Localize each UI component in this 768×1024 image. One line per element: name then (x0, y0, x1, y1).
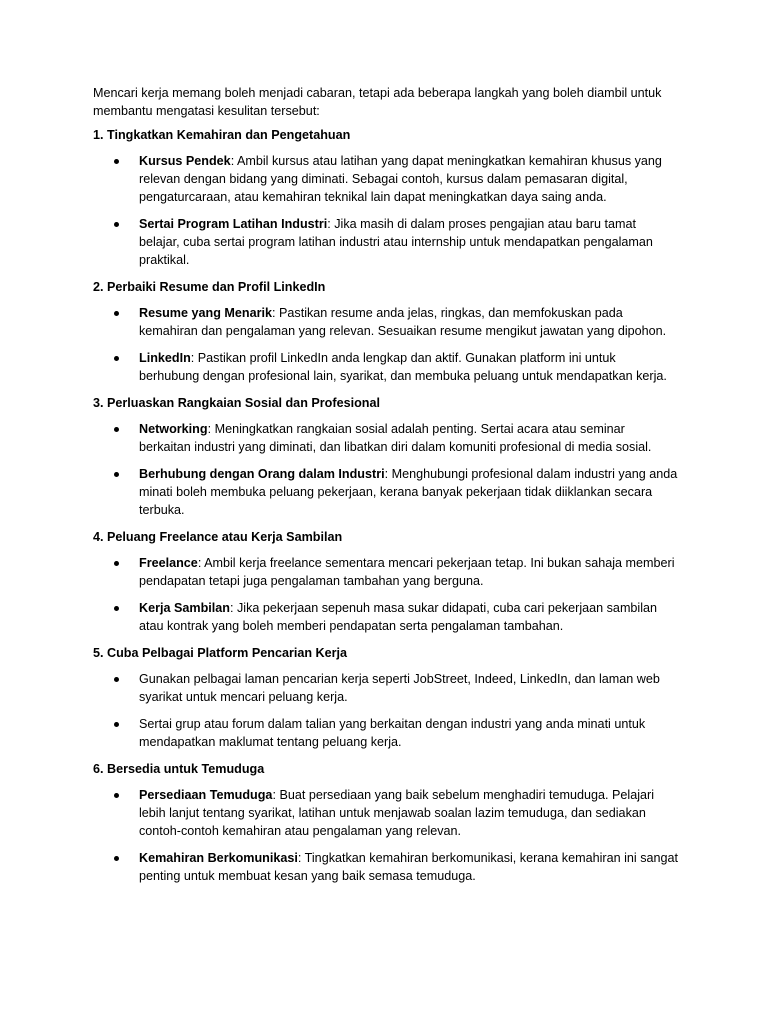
section-heading: 6. Bersedia untuk Temuduga (93, 762, 265, 776)
item-term: Resume yang Menarik (139, 306, 272, 320)
bullet-icon (114, 427, 119, 432)
list-item (93, 670, 679, 706)
item-text: : Ambil kerja freelance sementara mencari pekerjaan tetap. Ini bukan sahaja memberi pendapatan tetapi juga pengalaman tambahan yang berguna. (139, 556, 675, 588)
list-item (93, 349, 679, 385)
item-text: : Meningkatkan rangkaian sosial adalah penting. Sertai acara atau seminar berkaitan industri yang diminati, dan libatkan diri dalam komuniti profesional di media sosial. (139, 422, 652, 454)
section-heading: 5. Cuba Pelbagai Platform Pencarian Kerja (93, 646, 348, 660)
section-heading: 1. Tingkatkan Kemahiran dan Pengetahuan (93, 128, 351, 142)
bullet-list (93, 786, 679, 885)
item-text: : Menghubungi profesional dalam industri yang anda minati boleh membuka peluang pekerjaan, kerana banyak pekerjaan tidak diiklankan secara terbuka. (139, 467, 678, 517)
document-page (93, 84, 679, 894)
intro-paragraph: Mencari kerja memang boleh menjadi cabaran, tetapi ada beberapa langkah yang boleh diambil untuk membantu mengatasi kesulitan tersebut: (93, 86, 662, 118)
bullet-list (93, 420, 679, 519)
section (93, 394, 679, 519)
bullet-icon (114, 793, 119, 798)
list-item (93, 715, 679, 751)
item-term: Sertai Program Latihan Industri (139, 217, 328, 231)
list-item (93, 152, 679, 206)
bullet-icon (114, 561, 119, 566)
item-text: : Jika masih di dalam proses pengajian atau baru tamat belajar, cuba sertai program latihan industri atau internship untuk mendapatkan pengalaman praktikal. (139, 217, 653, 267)
item-term: Persediaan Temuduga (139, 788, 273, 802)
bullet-icon (114, 311, 119, 316)
item-term: Freelance (139, 556, 198, 570)
item-term: LinkedIn (139, 351, 191, 365)
bullet-list (93, 554, 679, 635)
sections-container (93, 126, 679, 885)
item-term: Kerja Sambilan (139, 601, 230, 615)
bullet-icon (114, 722, 119, 727)
section (93, 760, 679, 885)
bullet-icon (114, 606, 119, 611)
item-text: : Pastikan profil LinkedIn anda lengkap dan aktif. Gunakan platform ini untuk berhubung dengan profesional lain, syarikat, dan membuka peluang untuk mendapatkan kerja. (139, 351, 667, 383)
item-text: : Tingkatkan kemahiran berkomunikasi, kerana kemahiran ini sangat penting untuk membuat kesan yang baik semasa temuduga. (139, 851, 679, 883)
item-text: : Jika pekerjaan sepenuh masa sukar didapati, cuba cari pekerjaan sambilan atau kontrak yang boleh memberi pendapatan serta pengalaman tambahan. (139, 601, 658, 633)
item-term: Kemahiran Berkomunikasi (139, 851, 298, 865)
list-item (93, 215, 679, 269)
item-text: Sertai grup atau forum dalam talian yang berkaitan dengan industri yang anda minati untuk mendapatkan maklumat tentang peluang kerja. (139, 717, 646, 749)
list-item (93, 420, 679, 456)
item-text: : Pastikan resume anda jelas, ringkas, dan memfokuskan pada kemahiran dan pengalaman yang relevan. Sesuaikan resume mengikut jawatan yang dipohon. (139, 306, 667, 338)
bullet-list (93, 670, 679, 751)
bullet-icon (114, 356, 119, 361)
item-text: Gunakan pelbagai laman pencarian kerja seperti JobStreet, Indeed, LinkedIn, dan laman web syarikat untuk mencari peluang kerja. (139, 672, 660, 704)
item-text: : Buat persediaan yang baik sebelum menghadiri temuduga. Pelajari lebih lanjut tentang syarikat, latihan untuk menjawab soalan lazim temuduga, dan sediakan contoh-contoh kemahiran atau pengalaman yang relevan. (139, 788, 654, 838)
section (93, 278, 679, 385)
item-term: Networking (139, 422, 208, 436)
bullet-icon (114, 159, 119, 164)
list-item (93, 786, 679, 840)
bullet-icon (114, 472, 119, 477)
item-term: Kursus Pendek (139, 154, 231, 168)
section (93, 644, 679, 751)
list-item (93, 465, 679, 519)
bullet-icon (114, 222, 119, 227)
section-heading: 3. Perluaskan Rangkaian Sosial dan Profesional (93, 396, 380, 410)
item-term: Berhubung dengan Orang dalam Industri (139, 467, 385, 481)
list-item (93, 304, 679, 340)
bullet-list (93, 152, 679, 269)
section (93, 528, 679, 635)
section (93, 126, 679, 269)
list-item (93, 849, 679, 885)
item-text: : Ambil kursus atau latihan yang dapat meningkatkan kemahiran khusus yang relevan dengan bidang yang diminati. Sebagai contoh, kursus dalam pemasaran digital, pengaturcaraan, atau kemahiran teknikal lain dapat meningkatkan daya saing anda. (139, 154, 662, 204)
bullet-icon (114, 856, 119, 861)
section-heading: 4. Peluang Freelance atau Kerja Sambilan (93, 530, 343, 544)
section-heading: 2. Perbaiki Resume dan Profil LinkedIn (93, 280, 326, 294)
bullet-list (93, 304, 679, 385)
list-item (93, 599, 679, 635)
list-item (93, 554, 679, 590)
bullet-icon (114, 677, 119, 682)
